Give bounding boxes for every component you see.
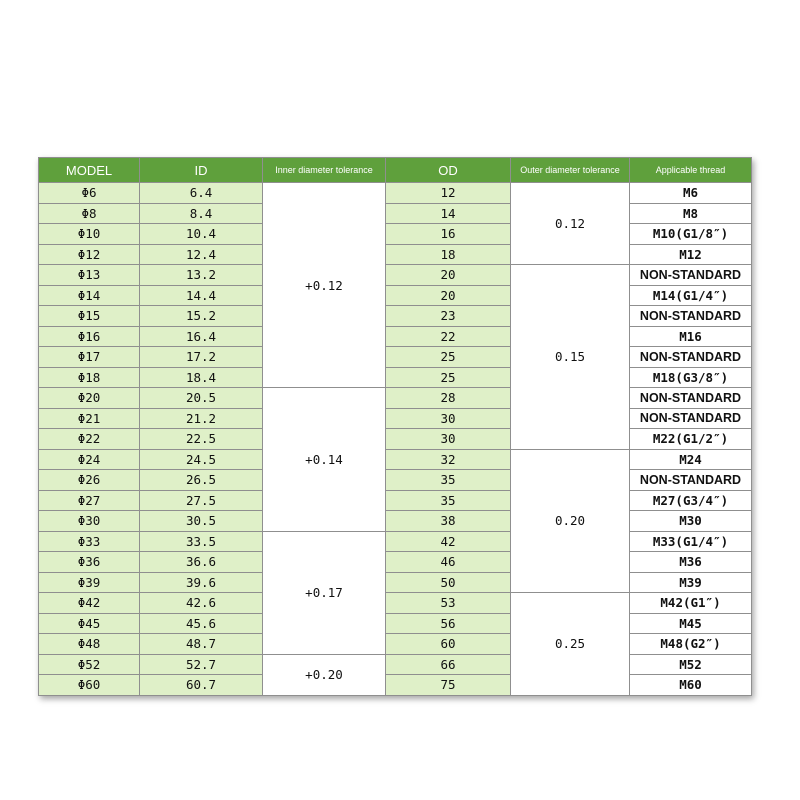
od-cell: 16 — [386, 224, 511, 245]
table-row — [39, 388, 752, 409]
od-cell: 14 — [386, 203, 511, 224]
thread-cell: M45 — [630, 613, 752, 634]
model-cell: Φ6 — [39, 183, 140, 204]
thread-cell: M36 — [630, 552, 752, 573]
od-cell: 18 — [386, 244, 511, 265]
thread-cell: M24 — [630, 449, 752, 470]
model-cell: Φ18 — [39, 367, 140, 388]
table-row — [39, 593, 752, 614]
table-row — [39, 224, 752, 245]
table-row — [39, 613, 752, 634]
od-cell: 25 — [386, 347, 511, 368]
od-cell: 12 — [386, 183, 511, 204]
id-cell: 17.2 — [140, 347, 263, 368]
header-id: ID — [140, 158, 263, 183]
id-cell: 48.7 — [140, 634, 263, 655]
id-cell: 8.4 — [140, 203, 263, 224]
thread-cell: M18(G3/8″) — [630, 367, 752, 388]
table-row — [39, 285, 752, 306]
od-cell: 22 — [386, 326, 511, 347]
table-row — [39, 265, 752, 286]
thread-cell: M14(G1/4″) — [630, 285, 752, 306]
id-cell: 12.4 — [140, 244, 263, 265]
model-cell: Φ22 — [39, 429, 140, 450]
table-row — [39, 552, 752, 573]
table-row — [39, 572, 752, 593]
table-row — [39, 634, 752, 655]
spec-table — [38, 157, 752, 696]
model-cell: Φ30 — [39, 511, 140, 532]
table-row — [39, 183, 752, 204]
id-cell: 6.4 — [140, 183, 263, 204]
model-cell: Φ15 — [39, 306, 140, 327]
table-row — [39, 326, 752, 347]
thread-cell: M16 — [630, 326, 752, 347]
table-body — [39, 183, 752, 696]
outer-tolerance-cell: 0.12 — [511, 183, 630, 265]
od-cell: 20 — [386, 265, 511, 286]
table-row — [39, 429, 752, 450]
od-cell: 66 — [386, 654, 511, 675]
header-row — [39, 158, 752, 183]
thread-cell: NON-STANDARD — [630, 470, 752, 491]
table-row — [39, 511, 752, 532]
od-cell: 28 — [386, 388, 511, 409]
od-cell: 56 — [386, 613, 511, 634]
od-cell: 25 — [386, 367, 511, 388]
id-cell: 14.4 — [140, 285, 263, 306]
inner-tolerance-cell: +0.20 — [263, 654, 386, 695]
thread-cell: M39 — [630, 572, 752, 593]
od-cell: 35 — [386, 470, 511, 491]
thread-cell: M8 — [630, 203, 752, 224]
id-cell: 18.4 — [140, 367, 263, 388]
id-cell: 13.2 — [140, 265, 263, 286]
thread-cell: M22(G1/2″) — [630, 429, 752, 450]
thread-cell: M27(G3/4″) — [630, 490, 752, 511]
model-cell: Φ48 — [39, 634, 140, 655]
model-cell: Φ12 — [39, 244, 140, 265]
id-cell: 36.6 — [140, 552, 263, 573]
thread-cell: M33(G1/4″) — [630, 531, 752, 552]
table-row — [39, 408, 752, 429]
od-cell: 42 — [386, 531, 511, 552]
od-cell: 23 — [386, 306, 511, 327]
id-cell: 52.7 — [140, 654, 263, 675]
model-cell: Φ20 — [39, 388, 140, 409]
table-row — [39, 244, 752, 265]
header-outer-tolerance: Outer diameter tolerance — [511, 158, 630, 183]
outer-tolerance-cell: 0.25 — [511, 593, 630, 696]
model-cell: Φ10 — [39, 224, 140, 245]
od-cell: 60 — [386, 634, 511, 655]
id-cell: 27.5 — [140, 490, 263, 511]
model-cell: Φ16 — [39, 326, 140, 347]
id-cell: 16.4 — [140, 326, 263, 347]
od-cell: 50 — [386, 572, 511, 593]
od-cell: 32 — [386, 449, 511, 470]
table-row — [39, 675, 752, 696]
model-cell: Φ24 — [39, 449, 140, 470]
table-row — [39, 531, 752, 552]
header-model: MODEL — [39, 158, 140, 183]
table-row — [39, 490, 752, 511]
header-od: OD — [386, 158, 511, 183]
model-cell: Φ21 — [39, 408, 140, 429]
model-cell: Φ33 — [39, 531, 140, 552]
id-cell: 60.7 — [140, 675, 263, 696]
model-cell: Φ39 — [39, 572, 140, 593]
model-cell: Φ27 — [39, 490, 140, 511]
id-cell: 24.5 — [140, 449, 263, 470]
thread-cell: M42(G1″) — [630, 593, 752, 614]
thread-cell: NON-STANDARD — [630, 408, 752, 429]
model-cell: Φ42 — [39, 593, 140, 614]
model-cell: Φ14 — [39, 285, 140, 306]
thread-cell: NON-STANDARD — [630, 306, 752, 327]
od-cell: 30 — [386, 429, 511, 450]
thread-cell: M12 — [630, 244, 752, 265]
thread-cell: M6 — [630, 183, 752, 204]
table-row — [39, 203, 752, 224]
od-cell: 30 — [386, 408, 511, 429]
table-row — [39, 449, 752, 470]
model-cell: Φ26 — [39, 470, 140, 491]
model-cell: Φ60 — [39, 675, 140, 696]
header-thread: Applicable thread — [630, 158, 752, 183]
thread-cell: M48(G2″) — [630, 634, 752, 655]
thread-cell: M52 — [630, 654, 752, 675]
model-cell: Φ8 — [39, 203, 140, 224]
id-cell: 33.5 — [140, 531, 263, 552]
id-cell: 45.6 — [140, 613, 263, 634]
od-cell: 53 — [386, 593, 511, 614]
od-cell: 46 — [386, 552, 511, 573]
model-cell: Φ36 — [39, 552, 140, 573]
thread-cell: NON-STANDARD — [630, 347, 752, 368]
table-row — [39, 306, 752, 327]
od-cell: 35 — [386, 490, 511, 511]
model-cell: Φ45 — [39, 613, 140, 634]
model-cell: Φ13 — [39, 265, 140, 286]
thread-cell: NON-STANDARD — [630, 265, 752, 286]
model-cell: Φ17 — [39, 347, 140, 368]
inner-tolerance-cell: +0.12 — [263, 183, 386, 388]
id-cell: 30.5 — [140, 511, 263, 532]
model-cell: Φ52 — [39, 654, 140, 675]
od-cell: 75 — [386, 675, 511, 696]
table-row — [39, 347, 752, 368]
thread-cell: NON-STANDARD — [630, 388, 752, 409]
od-cell: 20 — [386, 285, 511, 306]
table-row — [39, 654, 752, 675]
id-cell: 21.2 — [140, 408, 263, 429]
table-row — [39, 367, 752, 388]
inner-tolerance-cell: +0.14 — [263, 388, 386, 532]
id-cell: 42.6 — [140, 593, 263, 614]
thread-cell: M30 — [630, 511, 752, 532]
header-inner-tolerance: Inner diameter tolerance — [263, 158, 386, 183]
thread-cell: M10(G1/8″) — [630, 224, 752, 245]
id-cell: 20.5 — [140, 388, 263, 409]
id-cell: 15.2 — [140, 306, 263, 327]
table-row — [39, 470, 752, 491]
thread-cell: M60 — [630, 675, 752, 696]
id-cell: 39.6 — [140, 572, 263, 593]
id-cell: 10.4 — [140, 224, 263, 245]
outer-tolerance-cell: 0.15 — [511, 265, 630, 450]
id-cell: 26.5 — [140, 470, 263, 491]
outer-tolerance-cell: 0.20 — [511, 449, 630, 593]
od-cell: 38 — [386, 511, 511, 532]
id-cell: 22.5 — [140, 429, 263, 450]
inner-tolerance-cell: +0.17 — [263, 531, 386, 654]
